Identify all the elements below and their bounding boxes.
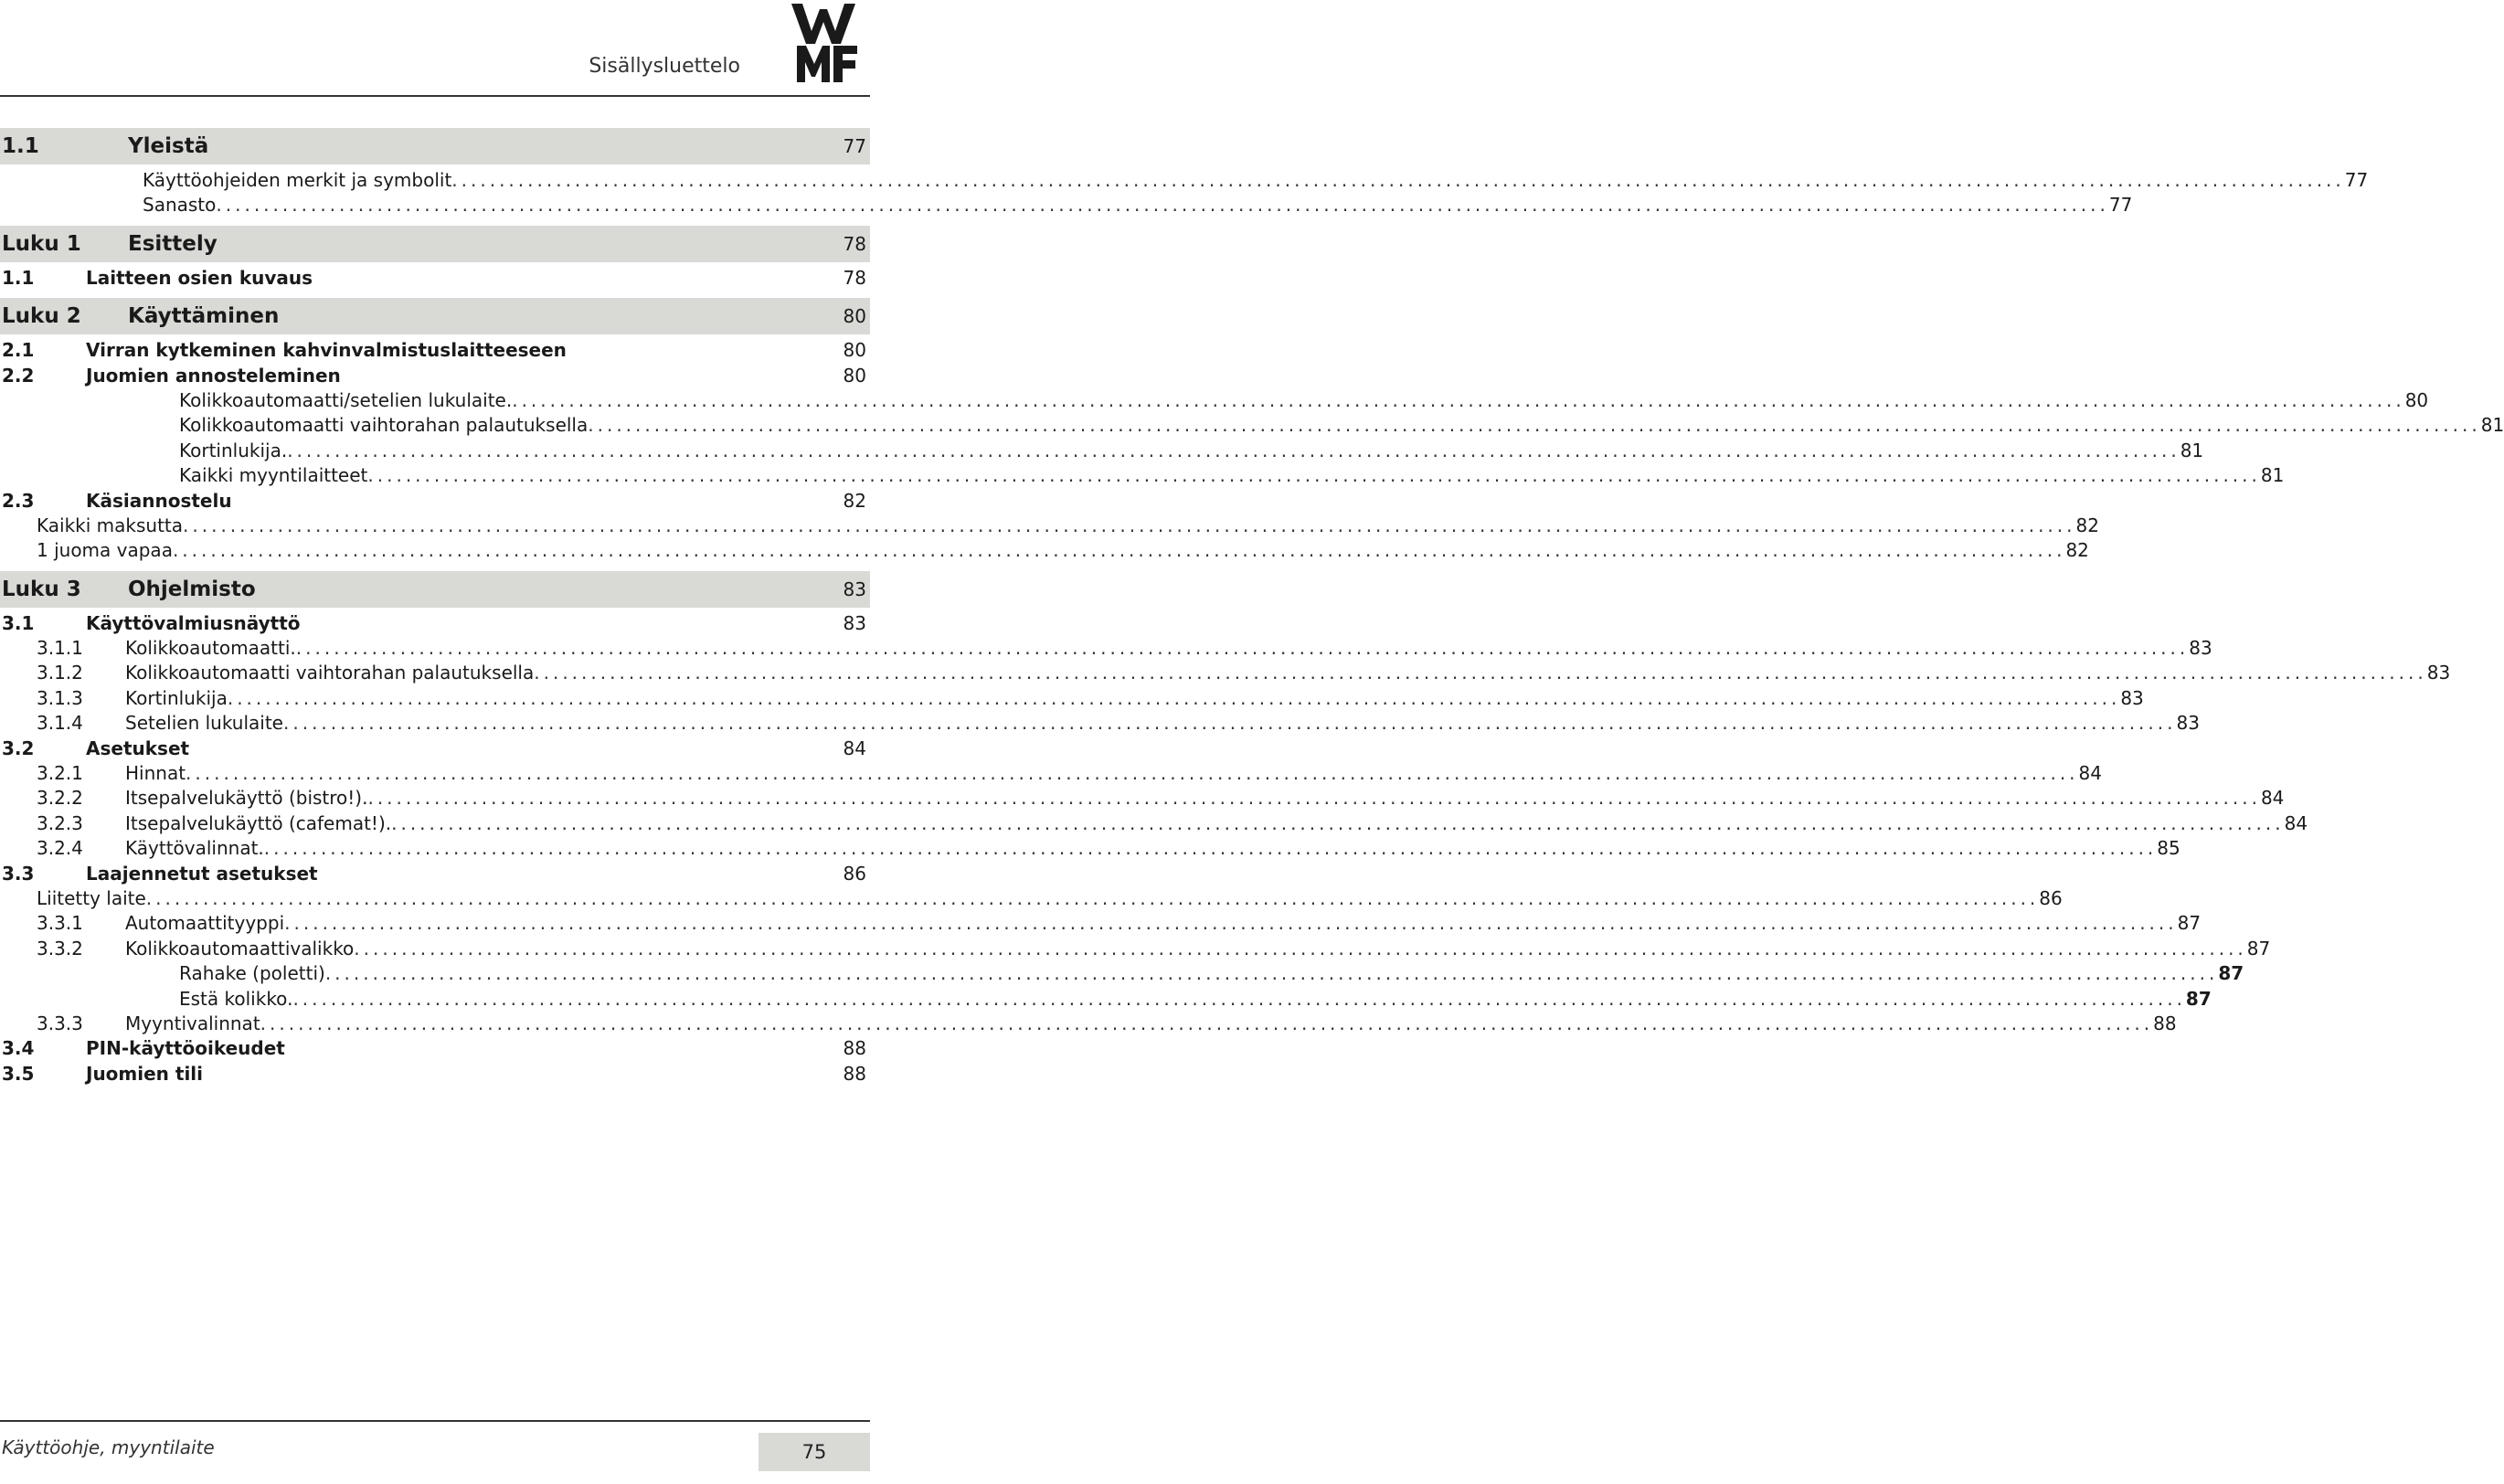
toc-leader-line xyxy=(125,911,2202,936)
toc-number: 2.3 xyxy=(2,489,35,512)
toc-subsection xyxy=(0,636,2212,661)
toc-leader-line xyxy=(125,711,2200,736)
toc-title: Käsiannostelu xyxy=(86,489,232,512)
toc-dot-leader: ........................................................................................................................................................................................................ xyxy=(227,686,2121,709)
toc-number: 3.3.1 xyxy=(37,912,83,935)
toc-number: 3.2.4 xyxy=(37,837,83,860)
toc-dot-leader: ........................................................................................................................................................................................................ xyxy=(284,912,2178,935)
toc-page: 87 xyxy=(2185,987,2212,1010)
toc-leader-line xyxy=(125,811,2308,836)
toc-page: 80 xyxy=(2404,388,2429,411)
toc-leader-line xyxy=(125,636,2212,661)
toc-dot-leader: ........................................................................................................................................................................................................ xyxy=(512,388,2405,411)
toc-leader-line xyxy=(125,686,2144,711)
toc-chapter-band xyxy=(0,298,870,334)
toc-entry xyxy=(0,439,2204,463)
toc-leader-line xyxy=(125,661,2451,685)
toc-section xyxy=(0,489,870,514)
toc-leader-line xyxy=(143,168,2369,193)
toc-number: 3.3.3 xyxy=(37,1012,83,1034)
toc-title: Laajennetut asetukset xyxy=(86,862,318,885)
toc-page: 81 xyxy=(2480,414,2504,437)
toc-page: 86 xyxy=(843,862,866,885)
toc-number: 3.5 xyxy=(2,1062,35,1085)
toc-page: 77 xyxy=(2344,169,2369,191)
toc-dot-leader: ........................................................................................................................................................................................................ xyxy=(145,886,2040,909)
toc-dot-leader: ........................................................................................................................................................................................................ xyxy=(588,414,2481,437)
toc-dot-leader: ........................................................................................................................................................................................................ xyxy=(172,539,2066,562)
toc-title: Käyttäminen xyxy=(128,304,280,329)
toc-leader-line xyxy=(125,761,2102,786)
toc-leader-line xyxy=(37,514,2099,538)
toc-page: 82 xyxy=(843,489,866,512)
toc-dot-leader: ........................................................................................................................................................................................................ xyxy=(391,811,2285,834)
toc-dot-leader: ........................................................................................................................................................................................................ xyxy=(324,962,2219,985)
toc-dot-leader: ........................................................................................................................................................................................................ xyxy=(183,514,2076,536)
toc-title: Asetukset xyxy=(86,737,190,759)
toc-number: Luku 2 xyxy=(2,304,81,329)
toc-dot-leader: ........................................................................................................................................................................................................ xyxy=(451,169,2345,191)
toc-section xyxy=(0,1062,870,1086)
table-of-contents xyxy=(0,128,2504,1086)
toc-section xyxy=(0,862,870,886)
toc-chapter-band xyxy=(0,226,870,262)
toc-title: Myyntivalinnat xyxy=(125,1012,260,1034)
footer-rule xyxy=(0,1420,870,1422)
toc-title: Kolikkoautomaatti vaihtorahan palautuksella xyxy=(125,662,535,684)
toc-title: Estä kolikko. xyxy=(179,987,293,1010)
toc-subsection xyxy=(0,836,2180,861)
toc-title: Yleistä xyxy=(128,134,209,158)
toc-title: Kaikki myyntilaitteet xyxy=(179,464,368,487)
toc-entry xyxy=(0,987,2212,1012)
toc-subsection xyxy=(0,686,2144,711)
toc-page: 88 xyxy=(2153,1012,2177,1034)
toc-title: Itsepalvelukäyttö (bistro!). xyxy=(125,787,368,810)
toc-leader-line xyxy=(125,1012,2177,1036)
toc-page: 80 xyxy=(843,364,866,387)
toc-page: 84 xyxy=(2284,811,2308,834)
toc-dot-leader: ........................................................................................................................................................................................................ xyxy=(216,194,2109,217)
page-number: 75 xyxy=(759,1433,870,1471)
toc-number: 3.2.3 xyxy=(37,811,83,834)
toc-title: Juomien annosteleminen xyxy=(86,364,341,387)
toc-number: 3.4 xyxy=(2,1037,35,1060)
header-title: Sisällysluettelo xyxy=(589,55,740,78)
toc-subsection xyxy=(0,761,2102,786)
toc-leader-line xyxy=(179,961,2244,986)
toc-subsection xyxy=(0,711,2200,736)
toc-title: Liitetty laite xyxy=(37,886,146,909)
toc-number: 3.2.2 xyxy=(37,787,83,810)
toc-number: Luku 3 xyxy=(2,577,81,601)
toc-page: 81 xyxy=(2260,464,2285,487)
toc-section xyxy=(0,611,870,636)
toc-page: 84 xyxy=(2078,762,2102,785)
toc-entry xyxy=(0,514,2099,538)
toc-leader-line xyxy=(37,538,2089,563)
toc-number: 3.2 xyxy=(2,737,35,759)
toc-dot-leader: ........................................................................................................................................................................................................ xyxy=(534,662,2427,684)
toc-chapter-band xyxy=(0,571,870,608)
toc-subsection xyxy=(0,811,2308,836)
toc-title: Kolikkoautomaattivalikko xyxy=(125,937,355,959)
wmf-logo xyxy=(791,4,863,88)
toc-leader-line xyxy=(143,193,2133,217)
toc-entry xyxy=(0,463,2285,488)
toc-leader-line xyxy=(179,388,2429,413)
toc-entry xyxy=(0,168,2369,193)
toc-title: Automaattityyppi xyxy=(125,912,285,935)
toc-number: 3.1 xyxy=(2,611,35,634)
toc-title: Kortinlukija xyxy=(125,686,228,709)
toc-dot-leader: ........................................................................................................................................................................................................ xyxy=(283,712,2177,735)
toc-page: 78 xyxy=(843,266,866,289)
toc-title: Ohjelmisto xyxy=(128,577,256,601)
toc-dot-leader: ........................................................................................................................................................................................................ xyxy=(367,787,2261,810)
toc-page: 83 xyxy=(2189,637,2212,660)
toc-entry xyxy=(0,413,2504,438)
toc-number: 3.1.1 xyxy=(37,637,83,660)
toc-leader-line xyxy=(179,463,2285,488)
toc-dot-leader: ........................................................................................................................................................................................................ xyxy=(287,439,2180,461)
toc-subsection xyxy=(0,661,2451,685)
toc-title: 1 juoma vapaa xyxy=(37,539,173,562)
toc-page: 87 xyxy=(2218,962,2244,985)
toc-leader-line xyxy=(179,987,2212,1012)
toc-title: Käyttövalinnat. xyxy=(125,837,264,860)
toc-page: 81 xyxy=(2180,439,2204,461)
toc-leader-line xyxy=(179,439,2204,463)
toc-page: 87 xyxy=(2246,937,2271,959)
toc-number: 3.1.3 xyxy=(37,686,83,709)
toc-section xyxy=(0,338,870,363)
toc-number: 3.1.2 xyxy=(37,662,83,684)
toc-subsection xyxy=(0,911,2202,936)
toc-dot-leader: ........................................................................................................................................................................................................ xyxy=(292,987,2186,1010)
toc-page: 83 xyxy=(2120,686,2144,709)
toc-entry xyxy=(0,961,2244,986)
toc-title: Kolikkoautomaatti vaihtorahan palautuksella xyxy=(179,414,589,437)
header-rule xyxy=(0,95,870,97)
toc-subsection xyxy=(0,937,2271,961)
toc-title: Kolikkoautomaatti. xyxy=(125,637,296,660)
toc-entry xyxy=(0,886,2063,911)
toc-number: 2.1 xyxy=(2,339,35,362)
toc-page: 84 xyxy=(843,737,866,759)
toc-title: Rahake (poletti) xyxy=(179,962,325,985)
toc-title: Virran kytkeminen kahvinvalmistuslaitteeseen xyxy=(86,339,567,362)
toc-number: 3.3.2 xyxy=(37,937,83,959)
toc-dot-leader: ........................................................................................................................................................................................................ xyxy=(186,762,2079,785)
toc-title: Juomien tili xyxy=(86,1062,204,1085)
toc-page: 86 xyxy=(2039,886,2063,909)
toc-title: Käyttöohjeiden merkit ja symbolit xyxy=(143,169,452,191)
toc-subsection xyxy=(0,1012,2177,1036)
toc-page: 78 xyxy=(843,232,866,255)
toc-dot-leader: ........................................................................................................................................................................................................ xyxy=(263,837,2158,860)
toc-page: 83 xyxy=(843,611,866,634)
toc-page: 83 xyxy=(2176,712,2200,735)
toc-page: 83 xyxy=(2426,662,2451,684)
toc-number: 1.1 xyxy=(2,266,35,289)
toc-page: 83 xyxy=(843,578,866,600)
toc-title: Hinnat xyxy=(125,762,186,785)
footer-text: Käyttöohje, myyntilaite xyxy=(2,1436,215,1458)
toc-page: 84 xyxy=(2260,787,2285,810)
toc-dot-leader: ........................................................................................................................................................................................................ xyxy=(354,937,2247,959)
toc-leader-line xyxy=(179,413,2504,438)
toc-title: Kortinlukija. xyxy=(179,439,288,461)
toc-dot-leader: ........................................................................................................................................................................................................ xyxy=(260,1012,2154,1034)
toc-number: 1.1 xyxy=(2,134,39,158)
toc-leader-line xyxy=(37,886,2063,911)
toc-page: 88 xyxy=(843,1037,866,1060)
toc-dot-leader: ........................................................................................................................................................................................................ xyxy=(367,464,2261,487)
toc-chapter-band xyxy=(0,128,870,164)
toc-dot-leader: ........................................................................................................................................................................................................ xyxy=(295,637,2190,660)
toc-title: Käyttövalmiusnäyttö xyxy=(86,611,301,634)
toc-section xyxy=(0,364,870,388)
toc-title: Setelien lukulaite xyxy=(125,712,283,735)
toc-title: Kolikkoautomaatti/setelien lukulaite. xyxy=(179,388,513,411)
toc-page: 88 xyxy=(843,1062,866,1085)
toc-page: 77 xyxy=(843,135,866,157)
toc-entry xyxy=(0,388,2429,413)
toc-section xyxy=(0,1036,870,1061)
toc-title: Kaikki maksutta xyxy=(37,514,184,536)
toc-title: PIN-käyttöoikeudet xyxy=(86,1037,285,1060)
toc-page: 80 xyxy=(843,305,866,328)
toc-number: 2.2 xyxy=(2,364,35,387)
toc-section xyxy=(0,266,870,291)
toc-page: 85 xyxy=(2157,837,2180,860)
toc-title: Itsepalvelukäyttö (cafemat!). xyxy=(125,811,392,834)
toc-page: 77 xyxy=(2108,194,2133,217)
toc-subsection xyxy=(0,786,2285,811)
toc-number: 3.3 xyxy=(2,862,35,885)
toc-number: 3.1.4 xyxy=(37,712,83,735)
toc-title: Laitteen osien kuvaus xyxy=(86,266,313,289)
toc-leader-line xyxy=(125,937,2271,961)
toc-section xyxy=(0,737,870,761)
toc-leader-line xyxy=(125,836,2180,861)
toc-page: 80 xyxy=(843,339,866,362)
toc-number: 3.2.1 xyxy=(37,762,83,785)
toc-title: Esittely xyxy=(128,231,218,256)
toc-entry xyxy=(0,193,2133,217)
toc-number: Luku 1 xyxy=(2,231,81,256)
toc-page: 87 xyxy=(2177,912,2202,935)
toc-page: 82 xyxy=(2075,514,2099,536)
toc-entry xyxy=(0,538,2089,563)
toc-title: Sanasto xyxy=(143,194,217,217)
toc-page: 82 xyxy=(2065,539,2089,562)
toc-leader-line xyxy=(125,786,2285,811)
